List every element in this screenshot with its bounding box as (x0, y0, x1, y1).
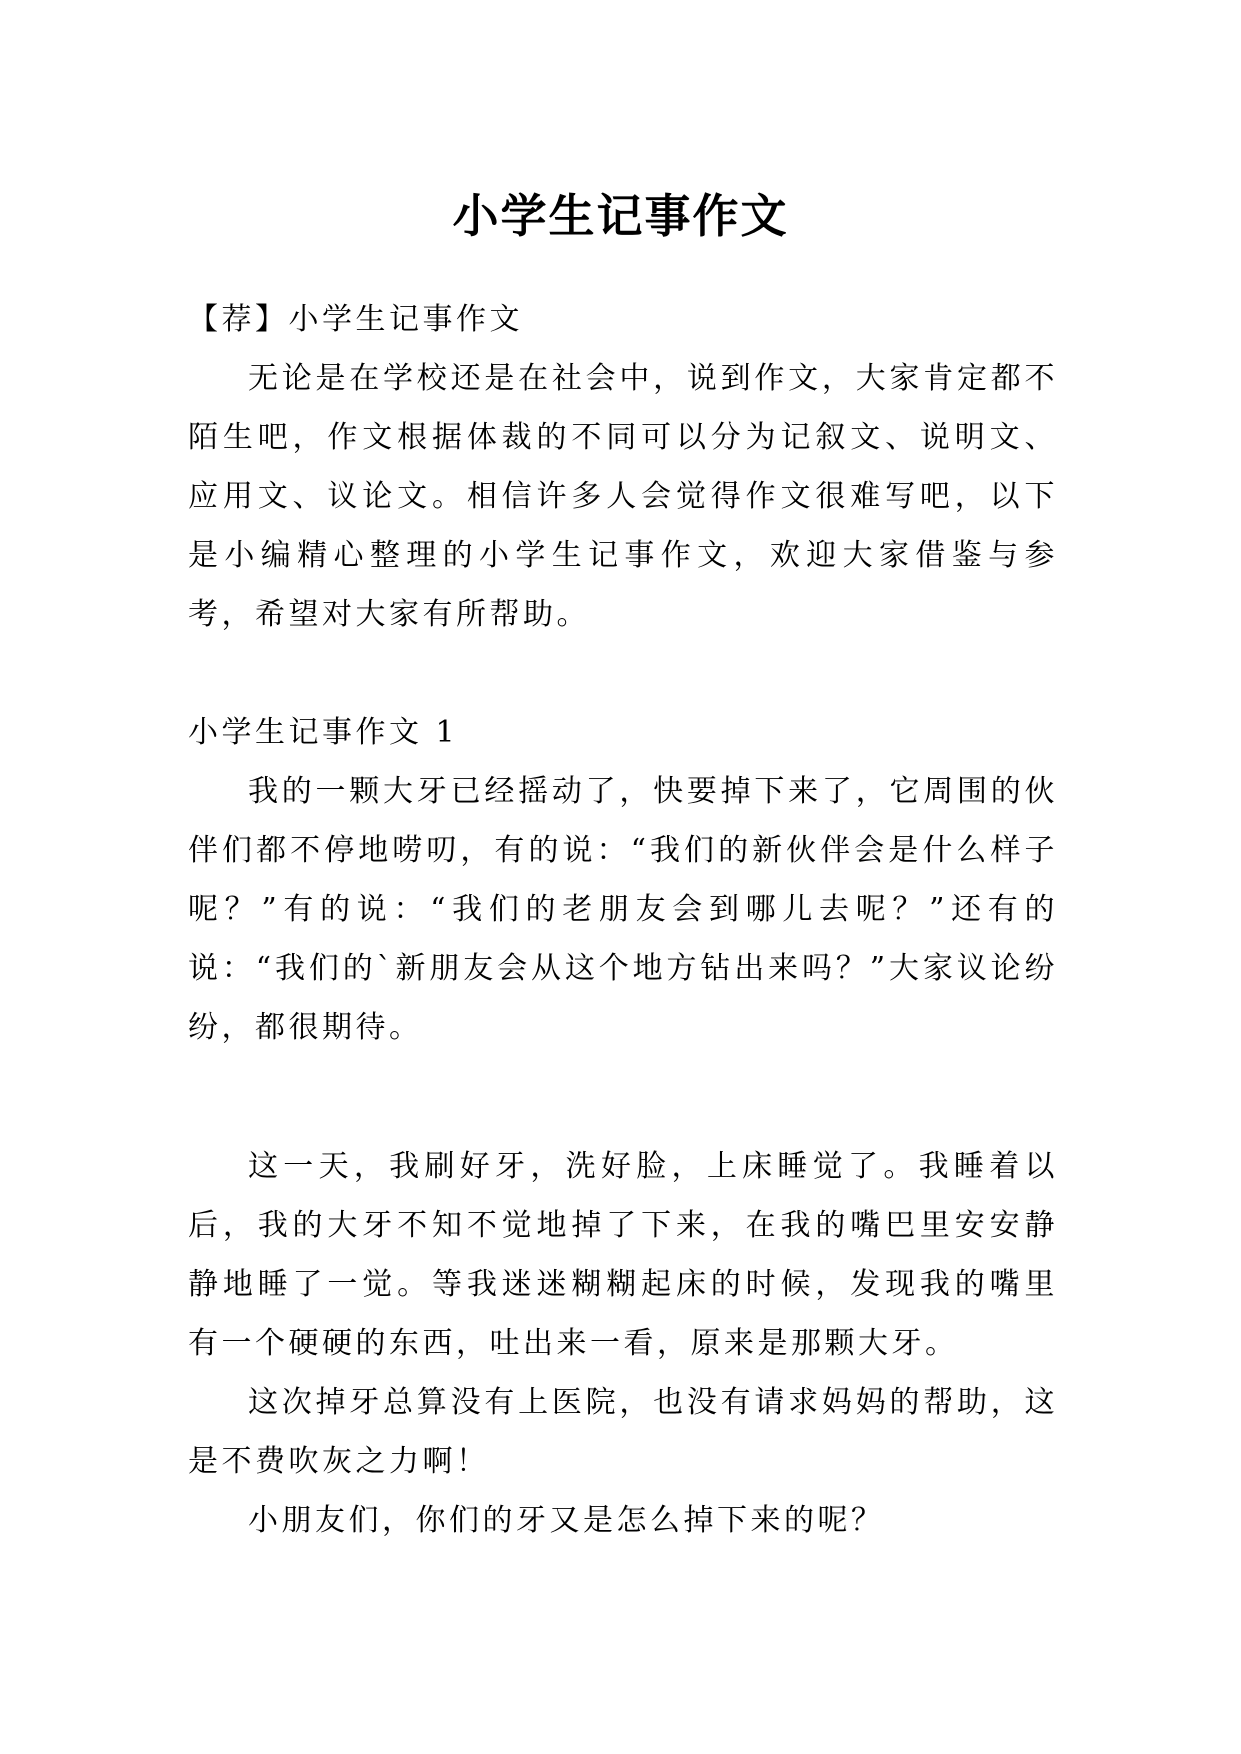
spacer (188, 1057, 1058, 1137)
body-paragraph: 这一天，我刷好牙，洗好脸，上床睡觉了。我睡着以后，我的大牙不知不觉地掉了下来，在我的嘴巴里安安静静地睡了一觉。等我迷迷糊糊起床的时候，发现我的嘴里有一个硬硬的东西，吐出来一看，原来是那颗大牙。 (188, 1149, 1058, 1361)
document-body (188, 290, 1058, 1550)
body-paragraph: 小朋友们，你们的牙又是怎么掉下来的呢？ (248, 1503, 885, 1538)
recommend-line: 【荐】小学生记事作文 (188, 302, 523, 337)
document-title: 小学生记事作文 (452, 188, 789, 243)
body-paragraph: 我的一颗大牙已经摇动了，快要掉下来了，它周围的伙伴们都不停地唠叨，有的说：“我们的新伙伴会是什么样子呢？”有的说：“我们的老朋友会到哪儿去呢？”还有的说：“我们的`新朋友会从这个地方钻出来吗？”大家议论纷纷，都很期待。 (188, 774, 1058, 1045)
intro-paragraph: 无论是在学校还是在社会中，说到作文，大家肯定都不陌生吧，作文根据体裁的不同可以分为记叙文、说明文、应用文、议论文。相信许多人会觉得作文很难写吧，以下是小编精心整理的小学生记事作文，欢迎大家借鉴与参考，希望对大家有所帮助。 (188, 361, 1058, 632)
section-heading: 小学生记事作文 1 (188, 715, 459, 750)
body-paragraph: 这次掉牙总算没有上医院，也没有请求妈妈的帮助，这是不费吹灰之力啊！ (188, 1385, 1058, 1479)
spacer (188, 644, 1058, 703)
